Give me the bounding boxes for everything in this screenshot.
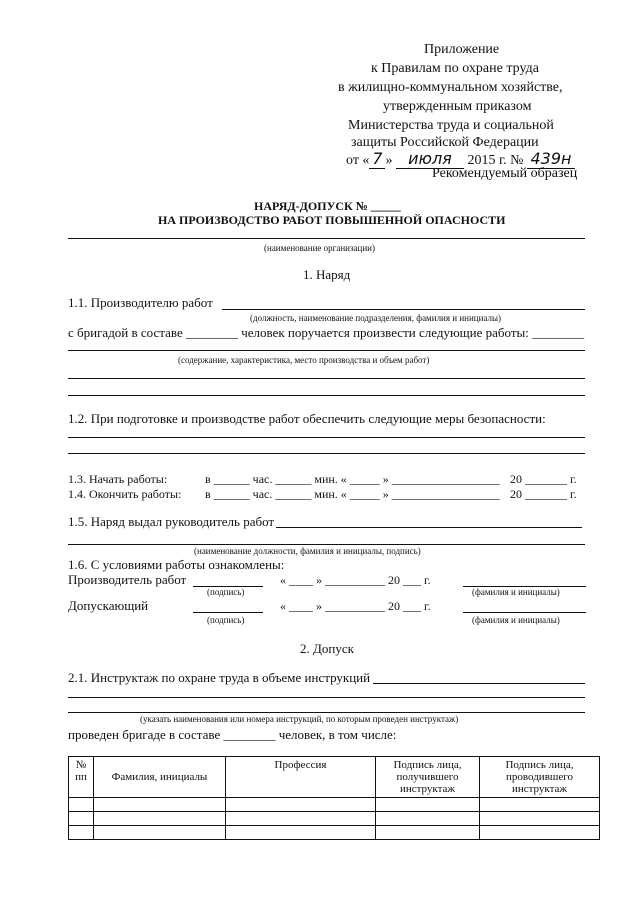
admitting-signature-caption: (подпись) (207, 615, 245, 625)
section-2-heading: 2. Допуск (300, 641, 354, 656)
end-label: 1.4. Окончить работы: (68, 487, 182, 501)
col-number: № пп (69, 757, 94, 798)
col-conducted-signature: Подпись лица, проводившего инструктаж (480, 757, 600, 798)
admitting-sign-date: « ____ » __________ 20 ___ г. (280, 599, 431, 613)
producer-signature-caption: (подпись) (207, 587, 245, 597)
producer-label: Производитель работ (68, 572, 187, 587)
order-month: июля (396, 149, 464, 169)
instructions-line-2 (68, 697, 585, 698)
appendix-line-6: защиты Российской Федерации (351, 135, 539, 150)
p16-text: 1.6. С условиями работы ознакомлены: (68, 557, 285, 572)
issuer-field (276, 527, 582, 528)
start-label: 1.3. Начать работы: (68, 472, 168, 486)
appendix-line-3: в жилищно-коммунальном хозяйстве, (338, 80, 563, 95)
section-1-heading: 1. Наряд (303, 267, 351, 282)
appendix-line-5: Министерства труда и социальной (348, 118, 554, 133)
table-row (69, 798, 600, 812)
producer-name-caption: (фамилия и инициалы) (472, 587, 560, 597)
end-year: 20 _______ г. (510, 487, 577, 501)
document-title: НАРЯД-ДОПУСК № _____ (254, 199, 401, 213)
brigade-instructed: проведен бригаде в составе ________ человек, в том числе: (68, 727, 397, 742)
p11-caption: (должность, наименование подразделения, фамилия и инициалы) (250, 313, 502, 323)
appendix-line-2: к Правилам по охране труда (371, 61, 539, 76)
work-caption: (содержание, характеристика, место производства и объем работ) (178, 355, 430, 365)
recommended-sample: Рекомендуемый образец (432, 166, 578, 181)
order-day: 7 (369, 149, 385, 169)
col-profession: Профессия (226, 757, 376, 798)
work-line-3 (68, 395, 585, 396)
producer-field (222, 309, 585, 310)
p12-text: 1.2. При подготовке и производстве работ обеспечить следующие меры безопасности: (68, 411, 546, 426)
p15-label: 1.5. Наряд выдал руководитель работ (68, 514, 275, 529)
date-close: » (385, 153, 393, 168)
table-row (69, 812, 600, 826)
end-fields: в ______ час. ______ мин. « _____ » __________________ (205, 487, 500, 501)
instruction-table (68, 756, 600, 840)
safety-line-2 (68, 453, 585, 454)
date-prefix: от « (346, 153, 370, 168)
p15-caption: (наименование должности, фамилия и инициалы, подпись) (194, 546, 421, 556)
organization-line (68, 238, 585, 239)
col-received-signature: Подпись лица, получившего инструктаж (376, 757, 480, 798)
admitting-label: Допускающий (68, 598, 149, 613)
admitting-name-line (463, 612, 586, 613)
order-number: 439н (527, 149, 575, 169)
instructions-caption: (указать наименования или номера инструкций, по которым проведен инструктаж) (140, 714, 459, 724)
table-row (69, 826, 600, 840)
organization-caption: (наименование организации) (264, 243, 375, 253)
instructions-line-3 (68, 712, 585, 713)
start-year: 20 _______ г. (510, 472, 577, 486)
appendix-line-4: утвержденным приказом (383, 99, 532, 114)
admitting-name-caption: (фамилия и инициалы) (472, 615, 560, 625)
admitting-signature-line (193, 612, 263, 613)
work-line-1 (68, 350, 585, 351)
order-year-text: 2015 г. № (467, 153, 524, 168)
producer-sign-date: « ____ » __________ 20 ___ г. (280, 573, 431, 587)
work-line-2 (68, 378, 585, 379)
p11-label: 1.1. Производителю работ (68, 295, 213, 310)
document-subtitle: НА ПРОИЗВОДСТВО РАБОТ ПОВЫШЕННОЙ ОПАСНОСТИ (158, 213, 506, 227)
start-fields: в ______ час. ______ мин. « _____ » __________________ (205, 472, 500, 486)
issuer-line-2 (68, 544, 585, 545)
table-header-row (69, 757, 600, 798)
p21-label: 2.1. Инструктаж по охране труда в объеме инструкций (68, 670, 371, 685)
brigade-line: с бригадой в составе ________ человек поручается произвести следующие работы: ________ (68, 325, 585, 340)
safety-line-1 (68, 437, 585, 438)
appendix-line-1: Приложение (424, 42, 500, 57)
instructions-field (373, 683, 585, 684)
col-name: Фамилия, инициалы (94, 757, 226, 798)
